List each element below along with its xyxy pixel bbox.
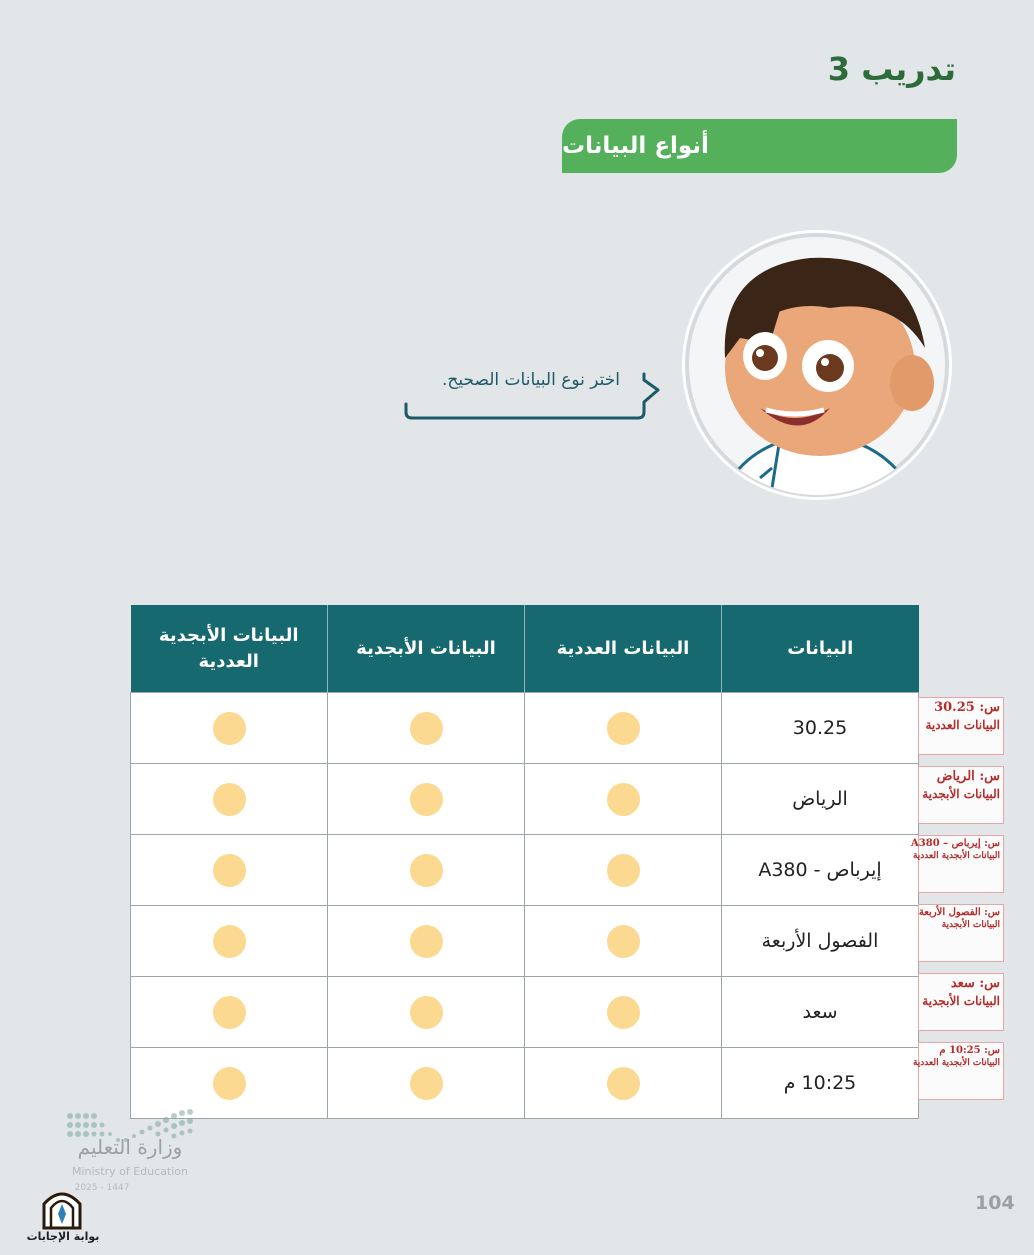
choice-radio-alphanumeric[interactable] bbox=[213, 925, 246, 958]
choice-radio-alphabetic[interactable] bbox=[410, 1067, 443, 1100]
answer-note-answer: البيانات الأبجدية العددية bbox=[912, 1058, 1000, 1068]
boy-avatar-icon bbox=[680, 228, 954, 502]
answer-note bbox=[912, 1042, 1004, 1100]
choice-cell bbox=[525, 977, 722, 1048]
header-alphabetic: البيانات الأبجدية bbox=[328, 605, 525, 693]
answer-note-answer: البيانات العددية bbox=[925, 718, 1000, 732]
choice-cell bbox=[328, 693, 525, 764]
choice-radio-alphanumeric[interactable] bbox=[213, 712, 246, 745]
choice-radio-numeric[interactable] bbox=[607, 996, 640, 1029]
row-value: الفصول الأربعة bbox=[722, 906, 919, 977]
answer-gate-logo-icon bbox=[40, 1186, 84, 1230]
choice-cell bbox=[328, 835, 525, 906]
page-number: 104 bbox=[975, 1192, 1015, 1214]
answer-note-answer: البيانات الأبجدية العددية bbox=[912, 851, 1000, 861]
choice-cell bbox=[131, 906, 328, 977]
answer-note-answer: البيانات الأبجدية bbox=[922, 994, 1000, 1008]
choice-radio-alphabetic[interactable] bbox=[410, 925, 443, 958]
table-row bbox=[131, 764, 919, 835]
choice-cell bbox=[525, 835, 722, 906]
table-row bbox=[131, 977, 919, 1048]
section-banner bbox=[562, 119, 957, 173]
speech-text: اختر نوع البيانات الصحيح. bbox=[442, 370, 620, 390]
choice-radio-numeric[interactable] bbox=[607, 783, 640, 816]
answer-note-answer: البيانات الأبجدية bbox=[922, 787, 1000, 801]
choice-radio-numeric[interactable] bbox=[607, 854, 640, 887]
ministry-name-ar: وزارة التعليم bbox=[77, 1135, 183, 1159]
table-header-row bbox=[131, 605, 919, 693]
header-data: البيانات bbox=[722, 605, 919, 693]
table-row bbox=[131, 906, 919, 977]
table-row bbox=[131, 1048, 919, 1119]
answer-note bbox=[918, 697, 1004, 755]
header-numeric: البيانات العددية bbox=[525, 605, 722, 693]
choice-cell bbox=[328, 906, 525, 977]
choice-radio-alphabetic[interactable] bbox=[410, 783, 443, 816]
choice-radio-alphanumeric[interactable] bbox=[213, 854, 246, 887]
choice-radio-numeric[interactable] bbox=[607, 925, 640, 958]
site-name: بوابة الإجابات bbox=[26, 1230, 100, 1243]
choice-cell bbox=[328, 764, 525, 835]
choice-cell bbox=[131, 977, 328, 1048]
answer-note-answer: البيانات الأبجدية bbox=[941, 920, 1000, 930]
choice-radio-numeric[interactable] bbox=[607, 1067, 640, 1100]
choice-cell bbox=[328, 977, 525, 1048]
answer-note-question: س: إيرباص – A380 bbox=[911, 838, 1000, 849]
table-row bbox=[131, 835, 919, 906]
choice-radio-alphabetic[interactable] bbox=[410, 712, 443, 745]
answer-note bbox=[918, 766, 1004, 824]
choice-radio-alphabetic[interactable] bbox=[410, 996, 443, 1029]
ministry-name-en: Ministry of Education bbox=[71, 1165, 188, 1178]
choice-cell bbox=[131, 693, 328, 764]
ministry-year: 2025 - 1447 bbox=[74, 1183, 130, 1193]
row-value: 30.25 bbox=[722, 693, 919, 764]
choice-cell bbox=[525, 764, 722, 835]
choice-cell bbox=[525, 693, 722, 764]
choice-cell bbox=[131, 764, 328, 835]
answer-note bbox=[918, 973, 1004, 1031]
answer-note bbox=[918, 904, 1004, 962]
choice-radio-alphanumeric[interactable] bbox=[213, 996, 246, 1029]
section-banner-label: أنواع البيانات bbox=[562, 133, 709, 159]
row-value: إيرباص - A380 bbox=[722, 835, 919, 906]
answer-note-question: س: الفصول الأربعة bbox=[918, 907, 1000, 918]
answer-note-question: س: سعد bbox=[950, 976, 1000, 991]
choice-cell bbox=[525, 906, 722, 977]
row-value: 10:25 م bbox=[722, 1048, 919, 1119]
choice-cell bbox=[328, 1048, 525, 1119]
page-title: تدريب 3 bbox=[827, 50, 956, 88]
row-value: سعد bbox=[722, 977, 919, 1048]
choice-cell bbox=[131, 835, 328, 906]
choice-cell bbox=[525, 1048, 722, 1119]
answer-note-question: س: الرياض bbox=[936, 769, 1000, 784]
answer-note-question: س: 30.25 bbox=[934, 700, 1000, 715]
choice-radio-numeric[interactable] bbox=[607, 712, 640, 745]
choice-radio-alphabetic[interactable] bbox=[410, 854, 443, 887]
choice-radio-alphanumeric[interactable] bbox=[213, 1067, 246, 1100]
answer-note bbox=[911, 835, 1004, 893]
row-value: الرياض bbox=[722, 764, 919, 835]
choice-radio-alphanumeric[interactable] bbox=[213, 783, 246, 816]
table-row bbox=[131, 693, 919, 764]
header-alphanumeric: البيانات الأبجدية العددية bbox=[131, 605, 328, 693]
answer-note-question: س: 10:25 م bbox=[939, 1045, 1000, 1056]
data-types-table bbox=[130, 605, 919, 1119]
